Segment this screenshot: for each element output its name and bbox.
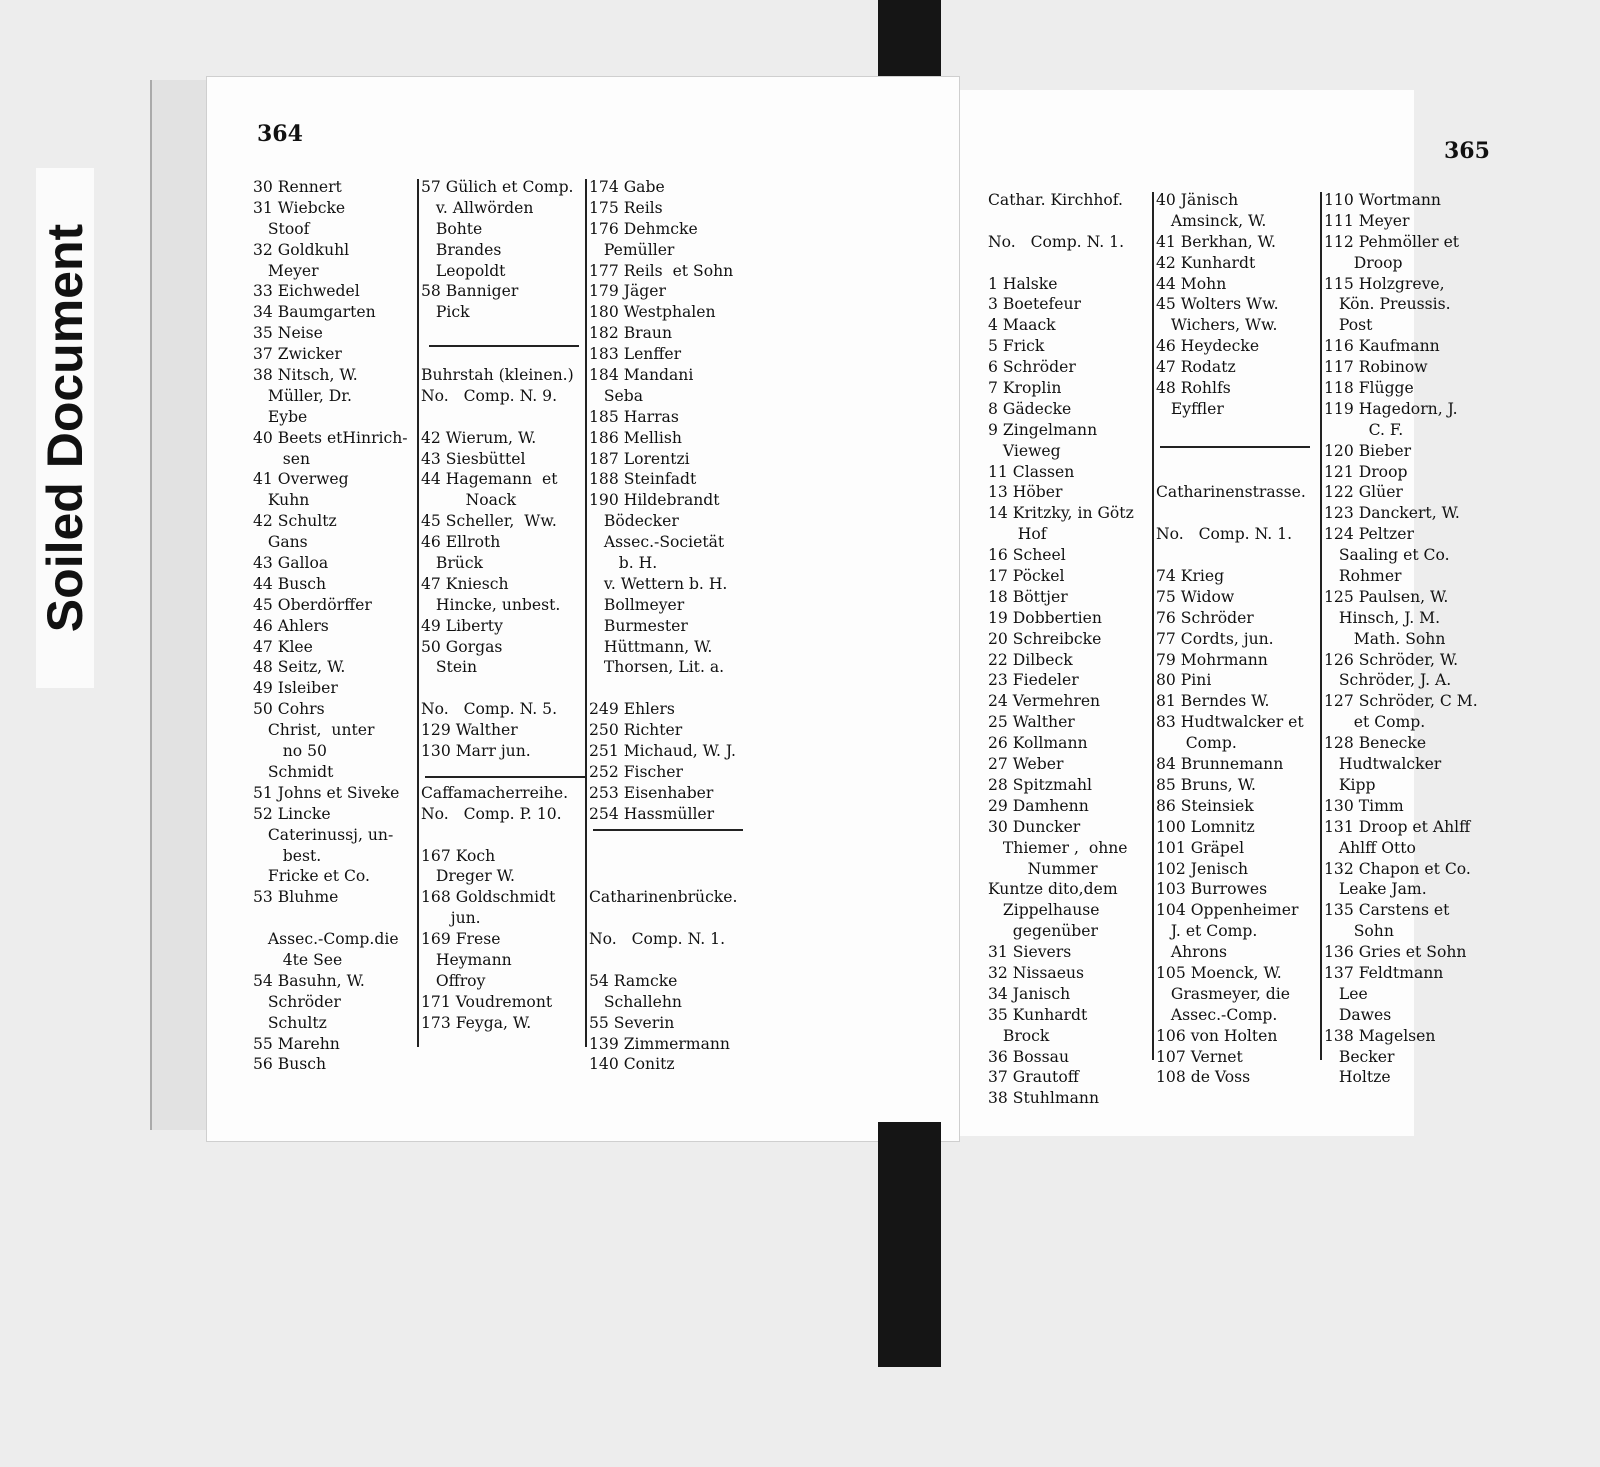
entry-line: 49 Liberty: [421, 616, 503, 635]
entry-line: 138 Magelsen: [1324, 1026, 1436, 1045]
entry-line: 22 Dilbeck: [988, 650, 1073, 669]
column-rule: [585, 179, 587, 1047]
entry-line: gegenüber: [988, 922, 1098, 941]
left-page-number: 364: [257, 121, 303, 147]
entry-line: [1156, 420, 1306, 441]
entry-line: 13 Höber: [988, 483, 1063, 502]
entry-line: 45 Wolters Ww.: [1156, 295, 1279, 314]
entry-line: Seba: [589, 386, 644, 405]
entry-line: Kuntze dito,dem: [988, 880, 1118, 899]
entry-line: 125 Paulsen, W.: [1324, 587, 1449, 606]
entry-line: 75 Widow: [1156, 587, 1235, 606]
entry-line: 20 Schreibcke: [988, 629, 1102, 648]
entry-line: 43 Galloa: [253, 554, 329, 573]
left-page: [206, 76, 960, 1142]
entry-line: 103 Burrowes: [1156, 880, 1268, 899]
entry-line: [589, 950, 737, 971]
entry-line: [589, 866, 737, 887]
entry-line: No. Comp. N. 1.: [988, 232, 1125, 251]
entry-line: 40 Jänisch: [1156, 191, 1239, 209]
entry-line: Caterinussj, un-: [253, 825, 394, 844]
page-edges: [150, 80, 213, 1130]
entry-line: 9 Zingelmann: [988, 420, 1098, 439]
entry-line: 180 Westphalen: [589, 303, 716, 322]
entry-line: 118 Flügge: [1324, 379, 1414, 398]
entry-line: Stein: [421, 658, 478, 677]
entry-line: 41 Berkhan, W.: [1156, 232, 1276, 251]
entry-line: Fricke et Co.: [253, 867, 370, 886]
entry-line: Bohte: [421, 219, 483, 238]
entry-line: 31 Wiebcke: [253, 198, 346, 217]
entry-line: 136 Gries et Sohn: [1324, 943, 1467, 962]
entry-line: Heymann: [421, 950, 512, 969]
entry-line: 45 Oberdörffer: [253, 595, 372, 614]
entry-line: 115 Holzgreve,: [1324, 274, 1445, 293]
entry-line: [589, 908, 737, 929]
entry-line: 86 Steinsiek: [1156, 796, 1254, 815]
entry-line: 119 Hagedorn, J.: [1324, 399, 1458, 418]
entry-line: Schröder: [253, 992, 341, 1011]
entry-line: 4 Maack: [988, 316, 1056, 335]
entry-line: Leopoldt: [421, 261, 506, 280]
entry-line: 190 Hildebrandt: [589, 491, 720, 510]
entry-line: 130 Timm: [1324, 796, 1404, 815]
entry-line: 124 Peltzer: [1324, 525, 1414, 544]
entry-line: Vieweg: [988, 441, 1061, 460]
entry-line: 3 Boetefeur: [988, 295, 1081, 314]
entry-line: 110 Wortmann: [1324, 191, 1441, 209]
entry-line: 34 Baumgarten: [253, 303, 376, 322]
entry-line: 55 Marehn: [253, 1034, 340, 1053]
entry-line: 23 Fiedeler: [988, 671, 1079, 690]
entry-line: 42 Schultz: [253, 512, 337, 531]
entry-line: 46 Ellroth: [421, 533, 501, 552]
entry-line: No. Comp. P. 10.: [421, 804, 562, 823]
entry-line: 28 Spitzmahl: [988, 775, 1093, 794]
entry-line: 48 Rohlfs: [1156, 379, 1231, 398]
binding-strip-bottom: [878, 1122, 941, 1367]
entry-line: Eybe: [253, 407, 308, 426]
entry-line: 168 Goldschmidt: [421, 888, 556, 907]
entry-line: no 50: [253, 742, 327, 761]
entry-line: 79 Mohrmann: [1156, 650, 1268, 669]
entry-line: b. H.: [589, 554, 658, 573]
entry-line: 19 Dobbertien: [988, 608, 1102, 627]
entry-line: 37 Grautoff: [988, 1068, 1079, 1087]
entry-line: [421, 344, 574, 365]
left-column-3: [589, 177, 737, 1075]
right-page-number: 365: [1444, 138, 1490, 164]
entry-line: 104 Oppenheimer: [1156, 901, 1299, 920]
entry-line: Buhrstah (kleinen.): [421, 366, 574, 385]
entry-line: 132 Chapon et Co.: [1324, 859, 1471, 878]
entry-line: jun.: [421, 909, 481, 928]
entry-line: 127 Schröder, C M.: [1324, 692, 1478, 711]
entry-line: 47 Klee: [253, 637, 313, 656]
entry-line: 177 Reils et Sohn: [589, 261, 734, 280]
entry-line: 53 Bluhme: [253, 888, 339, 907]
entry-line: Pemüller: [589, 240, 675, 259]
entry-line: 49 Isleiber: [253, 679, 338, 698]
entry-line: Hincke, unbest.: [421, 595, 561, 614]
column-rule: [417, 179, 419, 1047]
entry-line: Bollmeyer: [589, 595, 685, 614]
entry-line: No. Comp. N. 1.: [589, 930, 726, 949]
entry-line: best.: [253, 846, 322, 865]
entry-line: 123 Danckert, W.: [1324, 504, 1460, 523]
entry-line: 252 Fischer: [589, 762, 683, 781]
entry-line: Noack: [421, 491, 517, 510]
entry-line: Zippelhause: [988, 901, 1100, 920]
entry-line: Hudtwalcker: [1324, 755, 1442, 774]
column-rule: [1320, 192, 1322, 1060]
entry-line: Pick: [421, 303, 470, 322]
entry-line: 50 Cohrs: [253, 700, 325, 719]
entry-line: Holtze: [1324, 1068, 1391, 1087]
entry-line: 184 Mandani: [589, 366, 694, 385]
entry-line: 54 Basuhn, W.: [253, 971, 365, 990]
entry-line: Kipp: [1324, 775, 1376, 794]
entry-line: 251 Michaud, W. J.: [589, 742, 736, 761]
entry-line: 44 Mohn: [1156, 274, 1227, 293]
entry-line: No. Comp. N. 1.: [1156, 525, 1293, 544]
entry-line: Christ, unter: [253, 721, 375, 740]
entry-line: 183 Lenffer: [589, 345, 682, 364]
entry-line: Hüttmann, W.: [589, 637, 713, 656]
entry-line: Caffamacherreihe.: [421, 783, 569, 802]
entry-line: 135 Carstens et: [1324, 901, 1450, 920]
entry-line: Offroy: [421, 971, 486, 990]
banner-label: Soiled Document: [37, 223, 93, 633]
entry-line: 139 Zimmermann: [589, 1034, 730, 1053]
entry-line: Nummer: [988, 859, 1098, 878]
entry-line: 42 Wierum, W.: [421, 428, 537, 447]
entry-line: Dreger W.: [421, 867, 515, 886]
entry-line: Burmester: [589, 616, 688, 635]
entry-line: Brock: [988, 1026, 1050, 1045]
entry-line: No. Comp. N. 9.: [421, 386, 558, 405]
entry-line: 182 Braun: [589, 324, 673, 343]
entry-line: Kuhn: [253, 491, 310, 510]
entry-line: 16 Scheel: [988, 546, 1066, 565]
entry-line: 176 Dehmcke: [589, 219, 698, 238]
section-divider: [425, 776, 585, 778]
right-page: [960, 90, 1490, 1136]
entry-line: Post: [1324, 316, 1373, 335]
entry-line: [988, 253, 1134, 274]
entry-line: [1156, 503, 1306, 524]
entry-line: 1 Halske: [988, 274, 1058, 293]
entry-line: No. Comp. N. 5.: [421, 700, 558, 719]
entry-line: 116 Kaufmann: [1324, 337, 1440, 356]
entry-line: 46 Ahlers: [253, 616, 329, 635]
right-column-1: [988, 190, 1134, 1109]
entry-line: Schultz: [253, 1013, 327, 1032]
left-column-1: [253, 177, 408, 1075]
entry-line: 85 Bruns, W.: [1156, 775, 1256, 794]
entry-line: 7 Kroplin: [988, 379, 1062, 398]
entry-line: [589, 846, 737, 867]
entry-line: Saaling et Co.: [1324, 546, 1450, 565]
entry-line: Amsinck, W.: [1156, 211, 1267, 230]
entry-line: 43 Siesbüttel: [421, 449, 526, 468]
entry-line: Brandes: [421, 240, 502, 259]
entry-line: Bödecker: [589, 512, 679, 531]
entry-line: 254 Hassmüller: [589, 804, 715, 823]
entry-line: 102 Jenisch: [1156, 859, 1249, 878]
entry-line: Math. Sohn: [1324, 629, 1446, 648]
entry-line: Kön. Preussis.: [1324, 295, 1451, 314]
entry-line: 253 Eisenhaber: [589, 783, 714, 802]
entry-line: 107 Vernet: [1156, 1047, 1243, 1066]
entry-line: 187 Lorentzi: [589, 449, 690, 468]
entry-line: 35 Neise: [253, 324, 323, 343]
entry-line: Meyer: [253, 261, 319, 280]
entry-line: Leake Jam.: [1324, 880, 1427, 899]
entry-line: 83 Hudtwalcker et: [1156, 713, 1304, 732]
open-book: [150, 76, 1490, 1146]
entry-line: Thorsen, Lit. a.: [589, 658, 725, 677]
entry-line: 108 de Voss: [1156, 1068, 1251, 1087]
entry-line: Assec.-Comp.die: [253, 930, 399, 949]
entry-line: 112 Pehmöller et: [1324, 232, 1460, 251]
entry-line: 54 Ramcke: [589, 971, 678, 990]
entry-line: 46 Heydecke: [1156, 337, 1260, 356]
entry-line: 36 Bossau: [988, 1047, 1069, 1066]
entry-line: 11 Classen: [988, 462, 1075, 481]
entry-line: 106 von Holten: [1156, 1026, 1278, 1045]
section-divider: [1160, 446, 1310, 448]
entry-line: 48 Seitz, W.: [253, 658, 346, 677]
entry-line: Schallehn: [589, 992, 682, 1011]
entry-line: 174 Gabe: [589, 178, 665, 196]
entry-line: v. Allwörden: [421, 198, 534, 217]
entry-line: 117 Robinow: [1324, 358, 1428, 377]
entry-line: Hinsch, J. M.: [1324, 608, 1441, 627]
entry-line: J. et Comp.: [1156, 922, 1258, 941]
right-column-3: [1324, 190, 1478, 1088]
entry-line: 111 Meyer: [1324, 211, 1410, 230]
entry-line: 26 Kollmann: [988, 734, 1088, 753]
entry-line: 74 Krieg: [1156, 567, 1225, 586]
entry-line: 25 Walther: [988, 713, 1075, 732]
entry-line: 4te See: [253, 950, 343, 969]
entry-line: 129 Walther: [421, 721, 518, 740]
entry-line: Thiemer , ohne: [988, 838, 1128, 857]
entry-line: 51 Johns et Siveke: [253, 783, 400, 802]
entry-line: 84 Brunnemann: [1156, 755, 1284, 774]
entry-line: 41 Overweg: [253, 470, 349, 489]
entry-line: 35 Kunhardt: [988, 1005, 1088, 1024]
entry-line: Becker: [1324, 1047, 1395, 1066]
entry-line: Brück: [421, 554, 484, 573]
entry-line: [1156, 545, 1306, 566]
entry-line: 122 Glüer: [1324, 483, 1403, 502]
entry-line: 14 Kritzky, in Götz: [988, 504, 1134, 523]
entry-line: 100 Lomnitz: [1156, 817, 1255, 836]
entry-line: 56 Busch: [253, 1055, 327, 1074]
entry-line: Catharinenbrücke.: [589, 888, 738, 907]
entry-line: 120 Bieber: [1324, 441, 1412, 460]
entry-line: 55 Severin: [589, 1013, 675, 1032]
entry-line: 38 Stuhlmann: [988, 1089, 1099, 1108]
entry-line: 186 Mellish: [589, 428, 682, 447]
entry-line: C. F.: [1324, 420, 1404, 439]
entry-line: Ahlff Otto: [1324, 838, 1416, 857]
entry-line: 52 Lincke: [253, 804, 331, 823]
entry-line: [421, 678, 574, 699]
entry-line: 47 Kniesch: [421, 574, 509, 593]
entry-line: 17 Pöckel: [988, 567, 1065, 586]
entry-line: 40 Beets etHinrich-: [253, 428, 408, 447]
entry-line: Schmidt: [253, 762, 334, 781]
entry-line: Hof: [988, 525, 1047, 544]
entry-line: 58 Banniger: [421, 282, 519, 301]
left-column-2: [421, 177, 574, 1034]
entry-line: 179 Jäger: [589, 282, 666, 301]
entry-line: [1156, 441, 1306, 462]
entry-line: et Comp.: [1324, 713, 1426, 732]
entry-line: 42 Kunhardt: [1156, 253, 1256, 272]
entry-line: 131 Droop et Ahlff: [1324, 817, 1471, 836]
entry-line: Cathar. Kirchhof.: [988, 191, 1123, 209]
entry-line: 169 Frese: [421, 930, 501, 949]
entry-line: [1156, 462, 1306, 483]
entry-line: 38 Nitsch, W.: [253, 366, 358, 385]
entry-line: 30 Rennert: [253, 178, 342, 196]
entry-line: 50 Gorgas: [421, 637, 503, 656]
entry-line: Rohmer: [1324, 567, 1402, 586]
entry-line: 137 Feldtmann: [1324, 963, 1444, 982]
entry-line: 188 Steinfadt: [589, 470, 697, 489]
entry-line: 27 Weber: [988, 755, 1064, 774]
entry-line: 33 Eichwedel: [253, 282, 360, 301]
entry-line: sen: [253, 449, 311, 468]
entry-line: Comp.: [1156, 734, 1237, 753]
entry-line: Dawes: [1324, 1005, 1392, 1024]
entry-line: [589, 678, 737, 699]
entry-line: 140 Conitz: [589, 1055, 675, 1074]
section-divider: [429, 345, 579, 347]
entry-line: [988, 211, 1134, 232]
entry-line: 29 Damhenn: [988, 796, 1089, 815]
entry-line: 173 Feyga, W.: [421, 1013, 532, 1032]
soiled-document-banner: [36, 168, 94, 688]
entry-line: Ahrons: [1156, 943, 1228, 962]
entry-line: 32 Nissaeus: [988, 963, 1085, 982]
entry-line: Assec.-Societät: [589, 533, 725, 552]
entry-line: Stoof: [253, 219, 310, 238]
entry-line: [253, 908, 408, 929]
entry-line: 44 Busch: [253, 574, 327, 593]
entry-line: 171 Voudremont: [421, 992, 553, 1011]
entry-line: 8 Gädecke: [988, 399, 1072, 418]
entry-line: Müller, Dr.: [253, 386, 352, 405]
entry-line: Wichers, Ww.: [1156, 316, 1278, 335]
entry-line: 30 Duncker: [988, 817, 1081, 836]
section-divider: [593, 829, 743, 831]
entry-line: 18 Böttjer: [988, 587, 1068, 606]
entry-line: Gans: [253, 533, 308, 552]
entry-line: 105 Moenck, W.: [1156, 963, 1282, 982]
entry-line: 128 Benecke: [1324, 734, 1427, 753]
entry-line: [421, 323, 574, 344]
column-rule: [1152, 192, 1154, 1060]
entry-line: 121 Droop: [1324, 462, 1408, 481]
entry-line: 130 Marr jun.: [421, 742, 531, 761]
entry-line: 249 Ehlers: [589, 700, 675, 719]
entry-line: 47 Rodatz: [1156, 358, 1236, 377]
entry-line: Grasmeyer, die: [1156, 984, 1290, 1003]
entry-line: Schröder, J. A.: [1324, 671, 1452, 690]
entry-line: 77 Cordts, jun.: [1156, 629, 1274, 648]
entry-line: 167 Koch: [421, 846, 496, 865]
right-column-2: [1156, 190, 1306, 1088]
entry-line: [589, 825, 737, 846]
entry-line: 37 Zwicker: [253, 345, 342, 364]
entry-line: 45 Scheller, Ww.: [421, 512, 557, 531]
entry-line: 185 Harras: [589, 407, 679, 426]
entry-line: Sohn: [1324, 922, 1394, 941]
entry-line: 81 Berndes W.: [1156, 692, 1270, 711]
entry-line: 5 Frick: [988, 337, 1045, 356]
entry-line: 31 Sievers: [988, 943, 1072, 962]
entry-line: 126 Schröder, W.: [1324, 650, 1459, 669]
entry-line: 76 Schröder: [1156, 608, 1254, 627]
entry-line: Assec.-Comp.: [1156, 1005, 1278, 1024]
entry-line: 34 Janisch: [988, 984, 1071, 1003]
entry-line: 250 Richter: [589, 721, 683, 740]
entry-line: 57 Gülich et Comp.: [421, 178, 574, 196]
entry-line: [421, 407, 574, 428]
entry-line: v. Wettern b. H.: [589, 574, 728, 593]
entry-line: 175 Reils: [589, 198, 663, 217]
entry-line: 80 Pini: [1156, 671, 1212, 690]
entry-line: 32 Goldkuhl: [253, 240, 350, 259]
entry-line: [421, 762, 574, 783]
entry-line: Droop: [1324, 253, 1403, 272]
entry-line: [421, 825, 574, 846]
entry-line: 44 Hagemann et: [421, 470, 558, 489]
entry-line: 24 Vermehren: [988, 692, 1101, 711]
entry-line: 6 Schröder: [988, 358, 1076, 377]
entry-line: Lee: [1324, 984, 1368, 1003]
entry-line: 101 Gräpel: [1156, 838, 1245, 857]
entry-line: Eyffler: [1156, 399, 1224, 418]
entry-line: Catharinenstrasse.: [1156, 483, 1306, 502]
